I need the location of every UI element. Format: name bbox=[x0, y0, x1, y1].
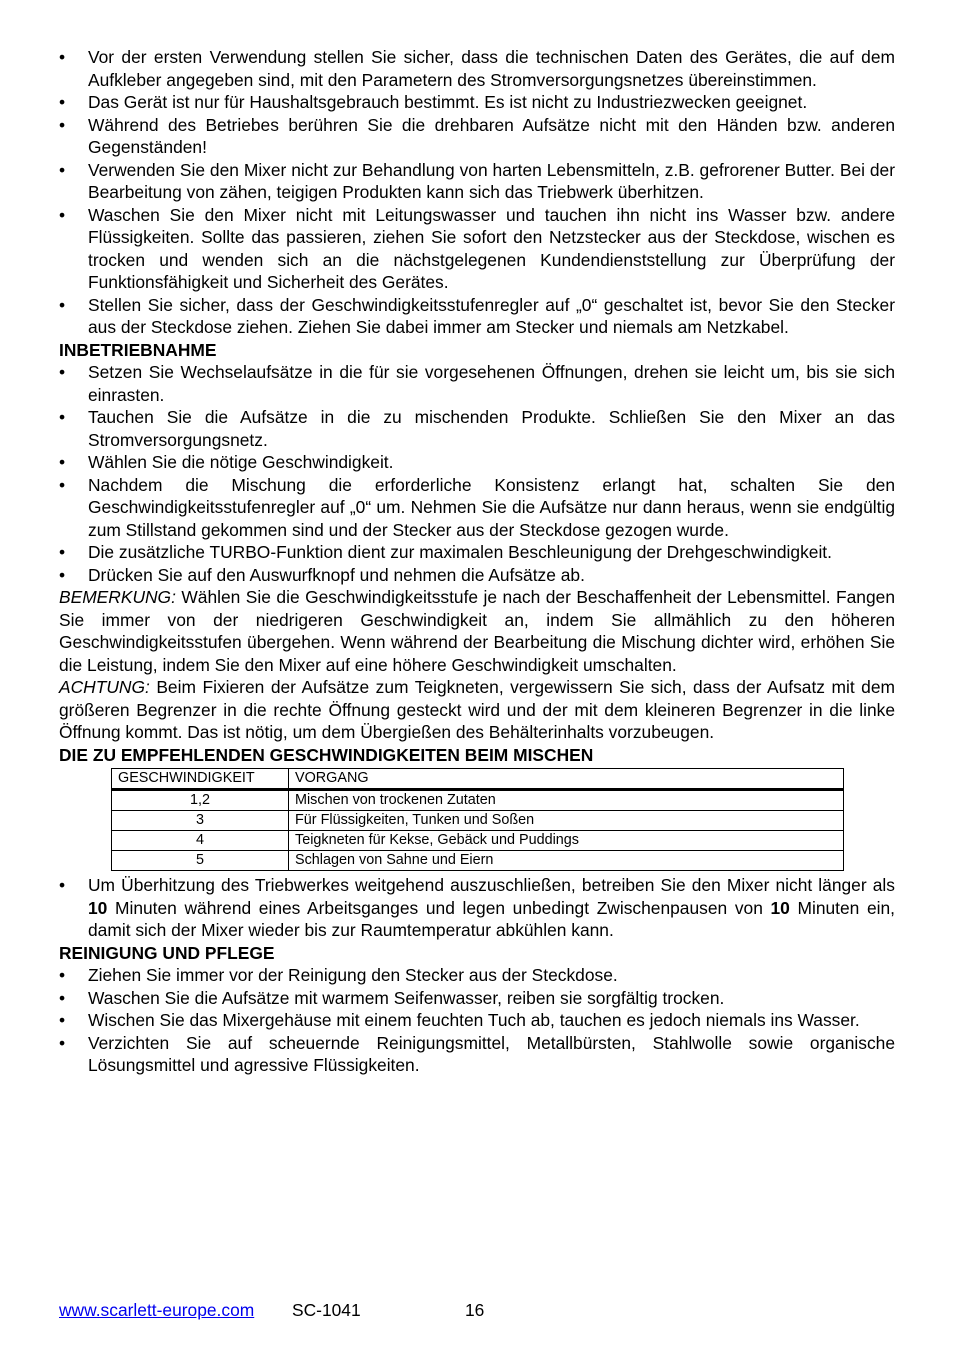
list-item: • Waschen Sie die Aufsätze mit warmem Seifenwasser, reiben sie sorgfältig trocken. bbox=[59, 987, 895, 1010]
list-item: • Das Gerät ist nur für Haushaltsgebrauch bestimmt. Es ist nicht zu Industriezwecken geeignet. bbox=[59, 91, 895, 114]
speed-cell: 1,2 bbox=[112, 790, 289, 811]
list-item: • Verzichten Sie auf scheuernde Reinigungsmittel, Metallbürsten, Stahlwolle sowie organische Lösungsmittel und agressive Flüssigkeiten. bbox=[59, 1032, 895, 1077]
minutes-value: 10 bbox=[770, 897, 790, 918]
website-link[interactable]: www.scarlett-europe.com bbox=[59, 1300, 255, 1320]
list-item: • Ziehen Sie immer vor der Reinigung den Stecker aus der Steckdose. bbox=[59, 964, 895, 987]
speed-cell: 3 bbox=[112, 811, 289, 831]
speed-table bbox=[111, 768, 844, 871]
note-label: BEMERKUNG: bbox=[59, 587, 176, 607]
speed-cell: 4 bbox=[112, 831, 289, 851]
note-paragraph bbox=[59, 586, 895, 676]
list-item: • Verwenden Sie den Mixer nicht zur Behandlung von harten Lebensmitteln, z.B. gefrorener Butter. Bei der Bearbeitung von zähen, teigigen Produkten kann sich das Triebwerk überhitzen. bbox=[59, 159, 895, 204]
warning-text: Beim Fixieren der Aufsätze zum Teigkneten, vergewissern Sie sich, dass der Aufsatz mit dem größeren Begrenzer in die rechte Öffnung gesteckt wird und der mit dem kleineren Begrenzer in die linke Öffnung kommt. Das ist nötig, um dem Übergießen des Behälterinhalts vorzubeugen. bbox=[59, 677, 895, 742]
note-text: Wählen Sie die Geschwindigkeitsstufe je nach der Beschaffenheit der Lebensmittel. Fangen Sie immer von der niedrigeren Geschwindigkeit an, indem Sie allmählich zu den höheren Geschwindigkeitsstufen übergehen. Wenn während der Bearbeitung die Mischung dichter wird, erhöhen Sie die Leistung, indem Sie den Mixer auf eine höhere Geschwindigkeit umschalten. bbox=[59, 587, 895, 675]
section-heading-cleaning: REINIGUNG UND PFLEGE bbox=[59, 942, 275, 963]
table-row bbox=[112, 851, 844, 871]
model-number: SC-1041 bbox=[292, 1300, 361, 1320]
list-item: • Die zusätzliche TURBO-Funktion dient zur maximalen Beschleunigung der Drehgeschwindigkeit. bbox=[59, 541, 895, 564]
list-item: • Nachdem die Mischung die erforderliche Konsistenz erlangt hat, schalten Sie den Geschwindigkeitsstufenregler auf „0“ um. Nehmen Sie die Aufsätze nur dann heraus, wenn sie endgültig zum Stillstand gekommen sind und der Stecker aus der Steckdose gezogen wurde. bbox=[59, 474, 895, 542]
column-header-speed: GESCHWINDIGKEIT bbox=[112, 769, 289, 790]
list-item: • Waschen Sie den Mixer nicht mit Leitungswasser und tauchen ihn nicht ins Wasser bzw. andere Flüssigkeiten. Sollte das passieren, ziehen Sie sofort den Netzstecker aus der Steckdose, wischen es trocken und wenden sich an die nächstgelegenen Kundendienststellung zur Überprüfung der Funktionsfähigkeit und Sicherheit des Gerätes. bbox=[59, 204, 895, 294]
list-item: • Vor der ersten Verwendung stellen Sie sicher, dass die technischen Daten des Gerätes, die auf dem Aufkleber angegeben sind, mit den Parametern des Stromversorgungsnetzes übereinstimmen. bbox=[59, 46, 895, 91]
speed-cell: 5 bbox=[112, 851, 289, 871]
section-heading-inbetriebnahme: INBETRIEBNAHME bbox=[59, 339, 217, 360]
overheat-list bbox=[59, 874, 895, 942]
process-cell: Mischen von trockenen Zutaten bbox=[289, 790, 844, 811]
table-row bbox=[112, 811, 844, 831]
page-number: 16 bbox=[465, 1300, 485, 1320]
warning-label: ACHTUNG: bbox=[59, 677, 150, 697]
table-row bbox=[112, 790, 844, 811]
text-part: Minuten ein, damit sich der Mixer wieder bis zur Raumtemperatur abkühlen kann. bbox=[88, 897, 896, 940]
list-item: • Drücken Sie auf den Auswurfknopf und nehmen die Aufsätze ab. bbox=[59, 564, 895, 587]
table-row bbox=[112, 831, 844, 851]
list-item: • Wischen Sie das Mixergehäuse mit einem feuchten Tuch ab, tauchen es jedoch niemals ins Wasser. bbox=[59, 1009, 895, 1032]
cleaning-list bbox=[59, 964, 895, 1077]
list-item: • Stellen Sie sicher, dass der Geschwindigkeitsstufenregler auf „0“ geschaltet ist, bevor Sie den Stecker aus der Steckdose ziehen. Ziehen Sie dabei immer am Stecker und niemals am Netzkabel. bbox=[59, 294, 895, 339]
text-part: Minuten während eines Arbeitsganges und legen unbedingt Zwischenpausen von bbox=[107, 897, 771, 918]
column-header-process: VORGANG bbox=[289, 769, 844, 790]
warning-paragraph bbox=[59, 676, 895, 744]
list-item: • Setzen Sie Wechselaufsätze in die für sie vorgesehenen Öffnungen, drehen sie leicht um, bis sie sich einrasten. bbox=[59, 361, 895, 406]
list-item: • Während des Betriebes berühren Sie die drehbaren Aufsätze nicht mit den Händen bzw. anderen Gegenständen! bbox=[59, 114, 895, 159]
document-page bbox=[59, 46, 895, 1077]
process-cell: Teigkneten für Kekse, Gebäck und Puddings bbox=[289, 831, 844, 851]
safety-list bbox=[59, 46, 895, 339]
section-heading-speeds: DIE ZU EMPFEHLENDEN GESCHWINDIGKEITEN BEIM MISCHEN bbox=[59, 744, 594, 765]
list-item: • Wählen Sie die nötige Geschwindigkeit. bbox=[59, 451, 895, 474]
table-header-row bbox=[112, 769, 844, 790]
process-cell: Schlagen von Sahne und Eiern bbox=[289, 851, 844, 871]
list-item bbox=[59, 874, 895, 942]
minutes-value: 10 bbox=[88, 897, 108, 918]
operation-list bbox=[59, 361, 895, 586]
text-part: Um Überhitzung des Triebwerkes weitgehend auszuschließen, betreiben Sie den Mixer nicht länger als bbox=[88, 875, 895, 895]
process-cell: Für Flüssigkeiten, Tunken und Soßen bbox=[289, 811, 844, 831]
list-item: • Tauchen Sie die Aufsätze in die zu mischenden Produkte. Schließen Sie den Mixer an das Stromversorgungsnetz. bbox=[59, 406, 895, 451]
